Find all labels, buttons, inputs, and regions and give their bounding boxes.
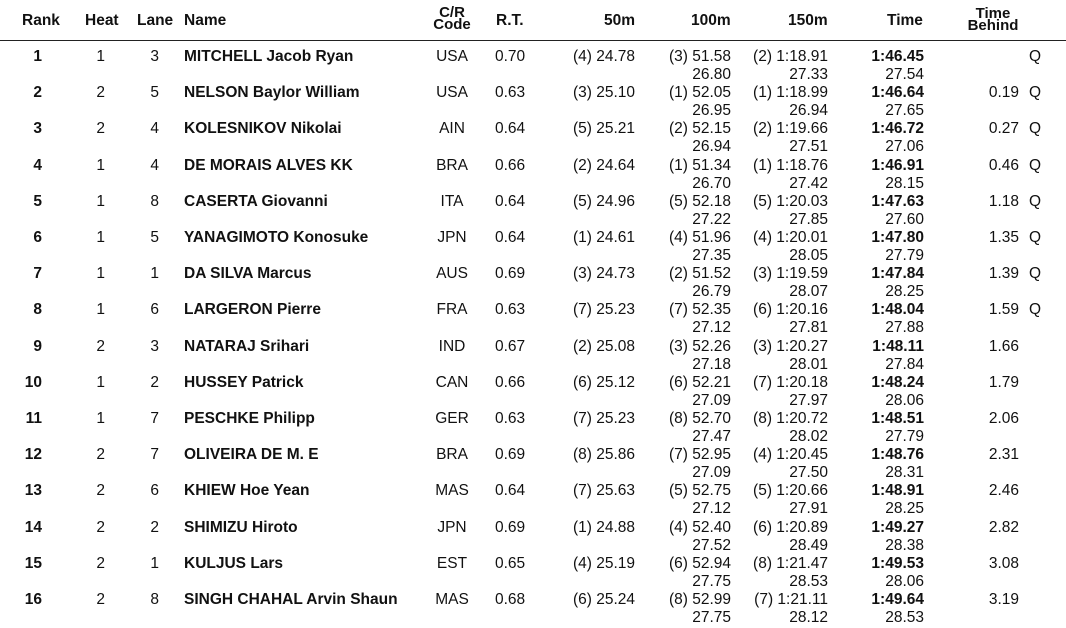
table-row — [0, 475, 1066, 518]
qualified-mark: Q — [1029, 156, 1042, 174]
split-150m: (1) 1:18.76 — [753, 156, 828, 174]
time-behind: 2.46 — [988, 482, 1019, 500]
country-code: BRA — [436, 446, 468, 464]
split-50m: (1) 24.88 — [572, 518, 635, 536]
table-row — [0, 186, 1066, 228]
reaction-time: 0.64 — [495, 192, 526, 210]
heat-cell: 2 — [96, 482, 105, 500]
lane-cell: 7 — [150, 410, 159, 427]
country-code: CAN — [435, 373, 469, 391]
heat-cell: 2 — [96, 84, 105, 102]
table-row — [0, 331, 1066, 373]
header-50m: 50m — [604, 12, 636, 29]
split-50m: (3) 25.10 — [572, 84, 635, 102]
heat-cell: 2 — [96, 446, 105, 464]
lap-150m: 27.51 — [789, 138, 828, 156]
country-code: USA — [436, 84, 468, 102]
lap-200m: 27.79 — [885, 428, 924, 445]
athlete-name: MITCHELL Jacob Ryan — [184, 48, 354, 65]
final-time: 1:48.04 — [871, 301, 924, 319]
split-100m: (5) 52.75 — [668, 482, 731, 500]
split-100m: (1) 52.05 — [668, 84, 731, 102]
split-100m: (8) 52.70 — [668, 410, 731, 427]
time-behind: 1.59 — [988, 301, 1019, 319]
split-50m: (5) 24.96 — [572, 192, 635, 210]
final-time: 1:48.76 — [871, 446, 924, 464]
country-code: ITA — [440, 192, 464, 210]
reaction-time: 0.63 — [495, 84, 526, 102]
split-50m: (1) 24.61 — [572, 229, 635, 246]
country-code: GER — [435, 410, 469, 427]
split-100m: (1) 51.34 — [668, 156, 731, 174]
split-50m: (2) 24.64 — [572, 156, 635, 174]
time-behind: 0.46 — [988, 156, 1019, 174]
lane-cell: 8 — [150, 192, 159, 210]
qualified-mark: Q — [1029, 301, 1042, 319]
lap-100m: 26.94 — [692, 138, 731, 156]
split-150m: (8) 1:20.72 — [753, 410, 828, 427]
country-code: EST — [436, 554, 468, 572]
rank-cell: 15 — [24, 554, 42, 572]
header-code-top: C/R — [439, 4, 465, 21]
time-behind: 0.27 — [988, 120, 1019, 138]
heat-cell: 1 — [96, 265, 105, 283]
lap-100m: 27.47 — [692, 428, 731, 445]
split-100m: (2) 51.52 — [668, 265, 731, 283]
reaction-time: 0.64 — [495, 482, 526, 500]
rank-cell: 4 — [33, 156, 42, 174]
table-row — [0, 258, 1066, 301]
lap-200m: 28.25 — [885, 500, 924, 518]
table-row — [0, 294, 1066, 337]
heat-cell: 1 — [96, 373, 105, 391]
split-150m: (6) 1:20.89 — [753, 518, 828, 536]
rank-cell: 14 — [24, 518, 42, 536]
split-100m: (8) 52.99 — [668, 591, 731, 608]
qualified-mark: Q — [1029, 229, 1042, 246]
split-50m: (3) 24.73 — [572, 265, 635, 283]
split-100m: (5) 52.18 — [668, 192, 731, 210]
lane-cell: 7 — [150, 446, 159, 464]
country-code: AUS — [436, 265, 468, 283]
reaction-time: 0.64 — [495, 120, 526, 138]
split-150m: (2) 1:18.91 — [753, 48, 828, 65]
reaction-time: 0.66 — [495, 156, 526, 174]
split-50m: (4) 25.19 — [572, 554, 635, 572]
split-50m: (7) 25.23 — [572, 410, 635, 427]
country-code: MAS — [435, 591, 469, 608]
time-behind: 2.82 — [988, 518, 1019, 536]
lane-cell: 2 — [150, 518, 159, 536]
heat-cell: 1 — [96, 301, 105, 319]
lap-150m: 28.49 — [789, 536, 828, 554]
lap-100m: 27.35 — [692, 247, 731, 264]
lap-200m: 28.53 — [885, 609, 924, 626]
split-50m: (5) 25.21 — [572, 120, 635, 138]
reaction-time: 0.64 — [495, 229, 526, 246]
country-code: MAS — [435, 482, 469, 500]
lap-200m: 27.54 — [885, 66, 924, 83]
split-50m: (6) 25.12 — [572, 373, 635, 391]
split-150m: (5) 1:20.03 — [753, 192, 828, 210]
heat-cell: 2 — [96, 518, 105, 536]
split-150m: (7) 1:20.18 — [753, 373, 828, 391]
split-50m: (8) 25.86 — [572, 446, 635, 464]
table-row — [0, 367, 1066, 409]
time-behind: 0.19 — [988, 84, 1019, 102]
table-row — [0, 77, 1066, 120]
rank-cell: 5 — [33, 192, 42, 210]
reaction-time: 0.63 — [495, 301, 526, 319]
final-time: 1:46.64 — [871, 84, 924, 102]
heat-cell: 1 — [96, 192, 105, 210]
reaction-time: 0.65 — [495, 554, 526, 572]
header-time: Time — [887, 12, 923, 29]
heat-cell: 2 — [96, 337, 105, 355]
lap-200m: 28.06 — [885, 572, 924, 590]
lap-150m: 27.97 — [789, 391, 828, 409]
time-behind: 1.66 — [988, 337, 1019, 355]
lap-150m: 27.91 — [789, 500, 828, 518]
athlete-name: SINGH CHAHAL Arvin Shaun — [184, 591, 398, 608]
split-150m: (3) 1:19.59 — [753, 265, 828, 283]
header-100m: 100m — [691, 12, 731, 29]
qualified-mark: Q — [1029, 48, 1042, 65]
table-row — [0, 548, 1066, 590]
split-150m: (8) 1:21.47 — [753, 554, 828, 572]
lane-cell: 4 — [150, 120, 159, 138]
lap-100m: 27.12 — [692, 500, 731, 518]
header-heat: Heat — [85, 12, 119, 29]
reaction-time: 0.69 — [495, 265, 526, 283]
heat-cell: 1 — [96, 410, 105, 427]
reaction-time: 0.70 — [495, 48, 526, 65]
lap-200m: 28.31 — [885, 464, 924, 482]
country-code: AIN — [439, 120, 465, 138]
split-100m: (2) 52.15 — [668, 120, 731, 138]
split-50m: (4) 24.78 — [572, 48, 635, 65]
lap-100m: 27.75 — [692, 572, 731, 590]
lane-cell: 1 — [150, 554, 159, 572]
lap-150m: 27.81 — [789, 319, 828, 337]
reaction-time: 0.66 — [495, 373, 526, 391]
rank-cell: 6 — [33, 229, 42, 246]
header-time-behind — [962, 5, 1024, 34]
rank-cell: 16 — [24, 591, 42, 608]
split-150m: (1) 1:18.99 — [753, 84, 828, 102]
table-row — [0, 41, 1066, 83]
header-rank: Rank — [22, 12, 60, 29]
time-behind: 2.31 — [988, 446, 1019, 464]
lap-100m: 26.95 — [692, 102, 731, 120]
reaction-time: 0.68 — [495, 591, 526, 608]
split-100m: (6) 52.94 — [668, 554, 731, 572]
country-code: BRA — [436, 156, 468, 174]
split-100m: (6) 52.21 — [668, 373, 731, 391]
lap-150m: 28.05 — [789, 247, 828, 264]
table-row — [0, 403, 1066, 445]
header-behind-bottom: Behind — [967, 17, 1019, 34]
final-time: 1:47.63 — [871, 192, 924, 210]
lane-cell: 5 — [150, 84, 159, 102]
final-time: 1:48.91 — [871, 482, 924, 500]
athlete-name: KOLESNIKOV Nikolai — [184, 120, 342, 138]
time-behind: 2.06 — [988, 410, 1019, 427]
lap-200m: 27.60 — [885, 210, 924, 228]
lap-200m: 27.88 — [885, 319, 924, 337]
lap-150m: 28.02 — [789, 428, 828, 445]
time-behind: 1.79 — [988, 373, 1019, 391]
rank-cell: 9 — [33, 337, 42, 355]
lane-cell: 4 — [150, 156, 159, 174]
rank-cell: 1 — [33, 48, 42, 65]
country-code: JPN — [437, 518, 467, 536]
lap-100m: 27.18 — [692, 355, 731, 373]
lap-100m: 27.52 — [692, 536, 731, 554]
qualified-mark: Q — [1029, 265, 1042, 283]
country-code: USA — [436, 48, 468, 65]
lap-100m: 26.79 — [692, 283, 731, 301]
lap-100m: 27.22 — [692, 210, 731, 228]
split-150m: (3) 1:20.27 — [753, 337, 828, 355]
table-header — [0, 0, 1066, 41]
rank-cell: 3 — [33, 120, 42, 138]
split-150m: (7) 1:21.11 — [754, 591, 828, 608]
country-code: FRA — [436, 301, 468, 319]
qualified-mark: Q — [1029, 120, 1042, 138]
split-100m: (4) 52.40 — [668, 518, 731, 536]
lap-150m: 27.85 — [789, 210, 828, 228]
reaction-time: 0.63 — [495, 410, 526, 427]
athlete-name: OLIVEIRA DE M. E — [184, 446, 319, 464]
final-time: 1:47.80 — [871, 229, 924, 246]
athlete-name: DE MORAIS ALVES KK — [184, 156, 353, 174]
athlete-name: DA SILVA Marcus — [184, 265, 312, 283]
time-behind: 1.35 — [988, 229, 1019, 246]
table-row — [0, 222, 1066, 264]
header-behind-top: Time — [975, 5, 1011, 22]
qualified-mark: Q — [1029, 192, 1042, 210]
final-time: 1:46.45 — [871, 48, 924, 65]
lap-200m: 28.25 — [885, 283, 924, 301]
lap-100m: 27.12 — [692, 319, 731, 337]
lap-150m: 28.01 — [789, 355, 828, 373]
lap-100m: 27.09 — [692, 464, 731, 482]
split-50m: (6) 25.24 — [572, 591, 635, 608]
final-time: 1:49.64 — [871, 591, 924, 608]
reaction-time: 0.69 — [495, 518, 526, 536]
split-150m: (4) 1:20.45 — [753, 446, 828, 464]
header-code — [428, 4, 476, 33]
time-behind: 1.18 — [988, 192, 1019, 210]
split-100m: (4) 51.96 — [668, 229, 731, 246]
lap-200m: 27.84 — [885, 355, 924, 373]
split-100m: (3) 52.26 — [668, 337, 731, 355]
rank-cell: 7 — [33, 265, 42, 283]
table-row — [0, 113, 1066, 156]
heat-cell: 2 — [96, 120, 105, 138]
lap-150m: 27.50 — [789, 464, 828, 482]
lap-200m: 27.65 — [885, 102, 924, 120]
rank-cell: 10 — [24, 373, 42, 391]
lap-100m: 27.09 — [692, 391, 731, 409]
lane-cell: 8 — [150, 591, 159, 608]
athlete-name: NATARAJ Srihari — [184, 337, 310, 355]
lap-100m: 26.80 — [692, 66, 731, 83]
final-time: 1:48.11 — [872, 337, 924, 355]
header-code-bottom: Code — [433, 16, 471, 33]
athlete-name: NELSON Baylor William — [184, 84, 360, 102]
time-behind: 3.08 — [988, 554, 1019, 572]
rank-cell: 11 — [25, 410, 42, 427]
lane-cell: 2 — [150, 373, 159, 391]
heat-cell: 1 — [96, 48, 105, 65]
final-time: 1:46.72 — [871, 120, 924, 138]
final-time: 1:49.53 — [871, 554, 924, 572]
athlete-name: KHIEW Hoe Yean — [184, 482, 310, 500]
lap-150m: 28.07 — [789, 283, 828, 301]
athlete-name: KULJUS Lars — [184, 554, 284, 572]
lap-200m: 27.06 — [885, 138, 924, 156]
lap-150m: 28.12 — [789, 609, 828, 626]
time-behind: 1.39 — [988, 265, 1019, 283]
split-100m: (7) 52.35 — [668, 301, 731, 319]
table-row — [0, 584, 1066, 626]
header-name: Name — [184, 12, 227, 29]
heat-cell: 2 — [96, 591, 105, 608]
qualified-mark: Q — [1029, 84, 1042, 102]
split-150m: (6) 1:20.16 — [753, 301, 828, 319]
lane-cell: 1 — [150, 265, 159, 283]
lane-cell: 3 — [150, 48, 159, 65]
athlete-name: LARGERON Pierre — [184, 301, 321, 319]
rank-cell: 2 — [33, 84, 42, 102]
split-50m: (7) 25.63 — [572, 482, 635, 500]
lane-cell: 3 — [150, 337, 159, 355]
athlete-name: SHIMIZU Hiroto — [184, 518, 298, 536]
rank-cell: 12 — [24, 446, 42, 464]
split-100m: (3) 51.58 — [668, 48, 731, 65]
final-time: 1:47.84 — [871, 265, 924, 283]
table-row — [0, 439, 1066, 482]
final-time: 1:46.91 — [871, 156, 924, 174]
reaction-time: 0.69 — [495, 446, 526, 464]
final-time: 1:48.51 — [871, 410, 924, 427]
split-100m: (7) 52.95 — [668, 446, 731, 464]
lane-cell: 6 — [150, 482, 159, 500]
country-code: IND — [438, 337, 466, 355]
table-row — [0, 512, 1066, 554]
final-time: 1:48.24 — [871, 373, 924, 391]
lap-200m: 28.38 — [885, 536, 924, 554]
header-lane: Lane — [137, 12, 174, 29]
header-rt: R.T. — [496, 12, 524, 29]
lap-200m: 28.06 — [885, 391, 924, 409]
athlete-name: YANAGIMOTO Konosuke — [184, 229, 369, 246]
time-behind: 3.19 — [988, 591, 1019, 608]
rank-cell: 13 — [24, 482, 42, 500]
split-150m: (4) 1:20.01 — [753, 229, 828, 246]
lap-200m: 27.79 — [885, 247, 924, 264]
split-50m: (7) 25.23 — [572, 301, 635, 319]
split-50m: (2) 25.08 — [572, 337, 635, 355]
heat-cell: 1 — [96, 229, 105, 246]
lap-150m: 27.33 — [789, 66, 828, 83]
lap-150m: 27.42 — [789, 174, 828, 192]
lap-100m: 27.75 — [692, 609, 731, 626]
final-time: 1:49.27 — [871, 518, 924, 536]
lane-cell: 5 — [150, 229, 159, 246]
country-code: JPN — [437, 229, 467, 246]
reaction-time: 0.67 — [495, 337, 526, 355]
lap-150m: 26.94 — [789, 102, 828, 120]
header-150m: 150m — [788, 12, 828, 29]
lap-200m: 28.15 — [885, 174, 924, 192]
split-150m: (2) 1:19.66 — [753, 120, 828, 138]
athlete-name: PESCHKE Philipp — [184, 410, 315, 427]
rank-cell: 8 — [33, 301, 42, 319]
lap-150m: 28.53 — [789, 572, 828, 590]
athlete-name: HUSSEY Patrick — [184, 373, 304, 391]
lap-100m: 26.70 — [692, 174, 731, 192]
lane-cell: 6 — [150, 301, 159, 319]
heat-cell: 2 — [96, 554, 105, 572]
athlete-name: CASERTA Giovanni — [184, 192, 328, 210]
split-150m: (5) 1:20.66 — [753, 482, 828, 500]
heat-cell: 1 — [96, 156, 105, 174]
table-row — [0, 150, 1066, 192]
